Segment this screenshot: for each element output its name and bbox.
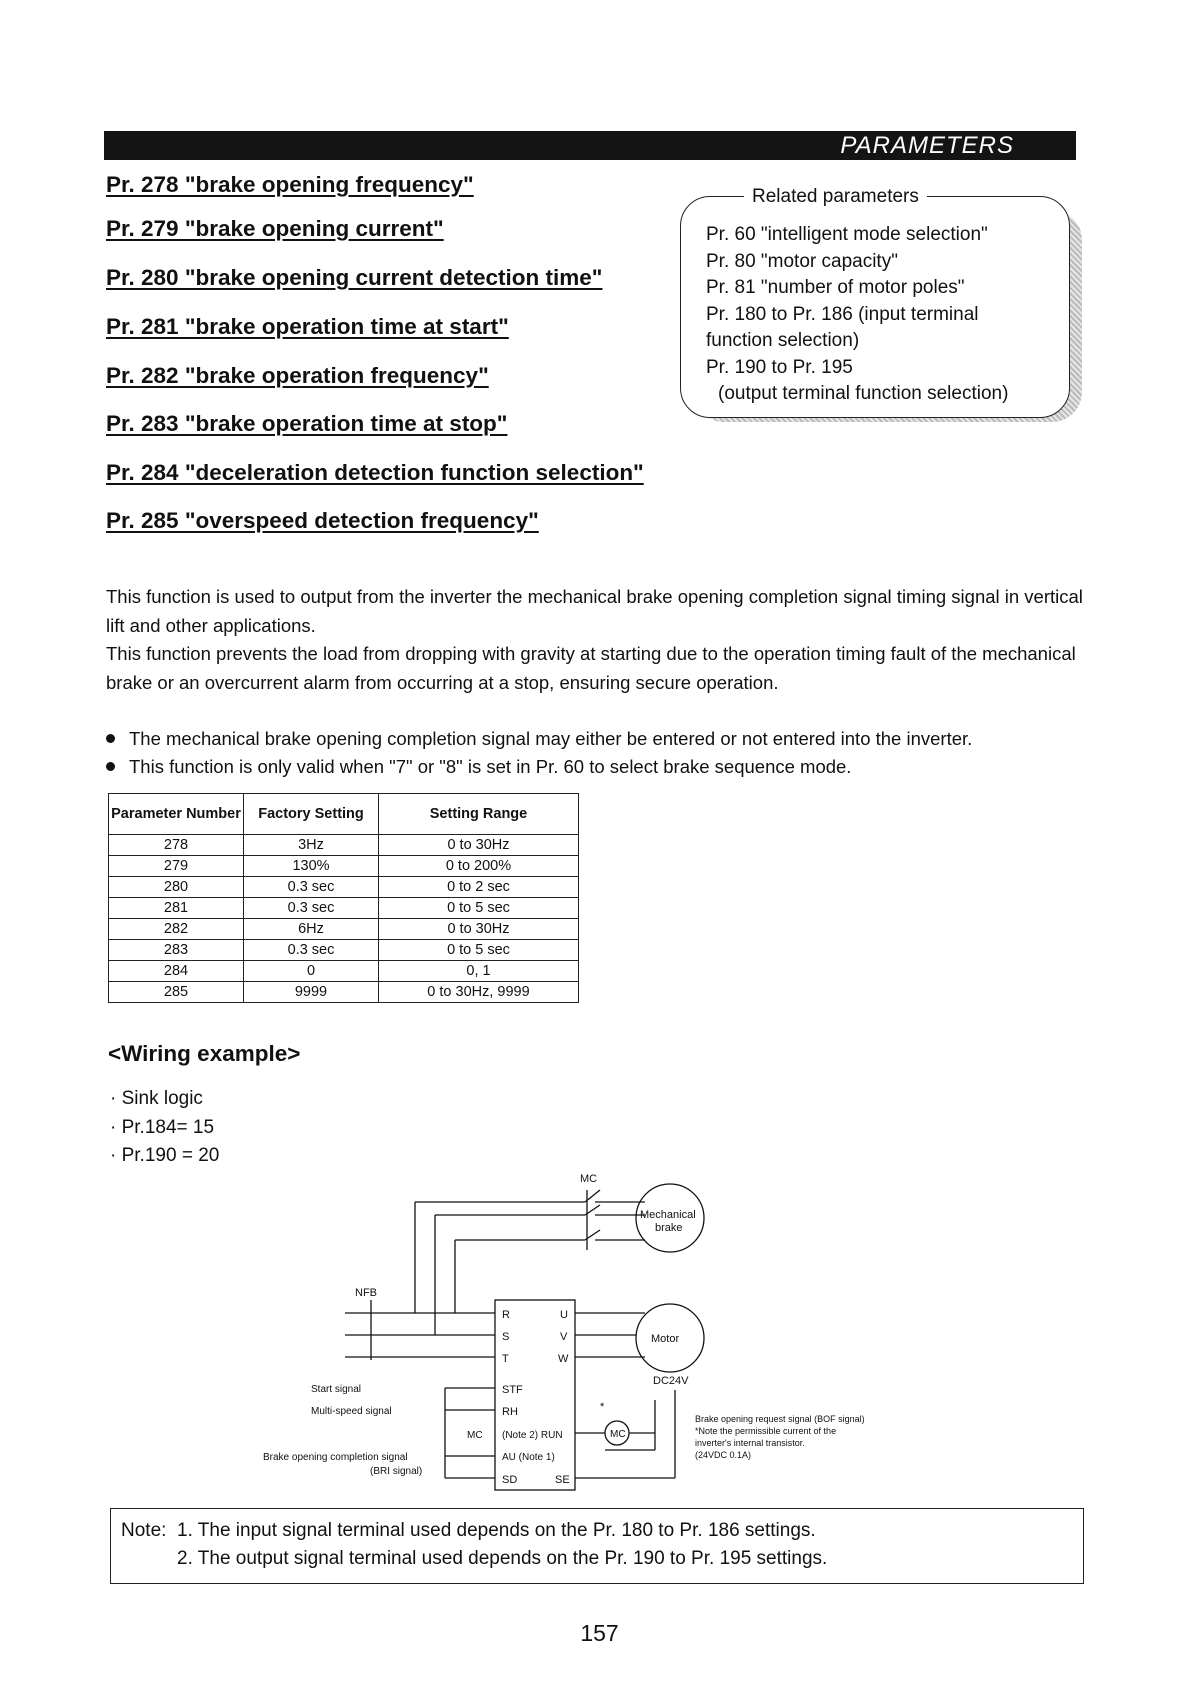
param-title-282: Pr. 282 "brake operation frequency" [106, 363, 489, 388]
mc-coil-label: MC [610, 1429, 626, 1440]
parameter-table [108, 793, 579, 1003]
brake-completion-label: Brake opening completion signal [263, 1452, 408, 1463]
multi-speed-label: Multi-speed signal [311, 1406, 392, 1417]
related-item: function selection) [706, 330, 860, 351]
related-parameters-box [680, 186, 1070, 424]
related-parameters-list [706, 222, 1008, 408]
table-cell: 284 [109, 961, 244, 982]
param-title-279: Pr. 279 "brake opening current" [106, 216, 444, 241]
wiring-diagram [255, 1160, 955, 1500]
table-cell: 130% [244, 856, 379, 877]
bullet-text: This function is only valid when "7" or "8" is set in Pr. 60 to select brake sequence mode. [129, 756, 852, 777]
nfb-label: NFB [355, 1287, 377, 1299]
table-cell: 279 [109, 856, 244, 877]
table-cell: 0 to 200% [379, 856, 579, 877]
bullet-text: The mechanical brake opening completion signal may either be entered or not entered into the inverter. [129, 728, 973, 749]
wiring-condition: · Pr.184= 15 [110, 1116, 215, 1138]
asterisk-label: * [600, 1401, 605, 1413]
bri-signal-label: (BRI signal) [370, 1466, 423, 1477]
terminal-au: AU (Note 1) [502, 1452, 555, 1463]
note-box [110, 1508, 1084, 1584]
table-cell: 0 to 30Hz [379, 919, 579, 940]
related-item: Pr. 60 "intelligent mode selection" [706, 224, 988, 245]
related-item: Pr. 190 to Pr. 195 [706, 356, 853, 378]
table-row [109, 919, 579, 940]
right-note-1: Brake opening request signal (BOF signal) [695, 1414, 865, 1424]
table-row [109, 940, 579, 961]
related-item: Pr. 180 to Pr. 186 (input terminal [706, 303, 979, 325]
right-note-2: *Note the permissible current of the [695, 1426, 837, 1436]
terminal-w: W [558, 1353, 569, 1365]
table-cell: 280 [109, 877, 244, 898]
description-paragraph-2: This function prevents the load from dropping with gravity at starting due to the operation timing fault of the mechanical brake or an overcurrent alarm from occurring at a stop, ensuring secure operation. [106, 643, 1076, 693]
page-number: 157 [580, 1620, 619, 1646]
param-title-285: Pr. 285 "overspeed detection frequency" [106, 508, 539, 533]
related-item: Pr. 80 "motor capacity" [706, 250, 898, 272]
motor-label: Motor [651, 1333, 680, 1345]
terminal-t: T [502, 1353, 509, 1365]
param-title-281: Pr. 281 "brake operation time at start" [106, 314, 509, 339]
table-cell: 0 to 30Hz, 9999 [379, 982, 579, 1003]
terminal-rh: RH [502, 1406, 518, 1418]
table-cell: 0, 1 [379, 961, 579, 982]
mechanical-brake-label: Mechanical [640, 1209, 696, 1221]
table-row [109, 898, 579, 919]
bullet-item [106, 728, 972, 750]
wiring-condition: · Pr.190 = 20 [110, 1145, 220, 1166]
table-cell: 6Hz [244, 919, 379, 940]
table-cell: 0.3 sec [244, 940, 379, 961]
table-row [109, 877, 579, 898]
section-header-bar [104, 131, 1076, 160]
table-cell: 9999 [244, 982, 379, 1003]
mechanical-brake-label-2: brake [655, 1222, 683, 1234]
terminal-stf: STF [502, 1384, 523, 1396]
param-title-284: Pr. 284 "deceleration detection function selection" [106, 460, 644, 485]
wiring-example-title: <Wiring example> [108, 1041, 301, 1066]
related-item: (output terminal function selection) [718, 383, 1009, 404]
table-cell: 3Hz [244, 835, 379, 856]
table-cell: 0 [244, 961, 379, 982]
related-parameters-label: Related parameters [744, 186, 927, 208]
header-factory-setting: Factory Setting [244, 794, 379, 835]
param-title-283: Pr. 283 "brake operation time at stop" [106, 411, 508, 436]
section-title: PARAMETERS [840, 132, 1014, 159]
bullet-icon [106, 762, 115, 771]
param-title-280: Pr. 280 "brake opening current detection time" [106, 265, 603, 290]
table-cell: 281 [109, 898, 244, 919]
table-cell: 278 [109, 835, 244, 856]
table-header-row [109, 794, 579, 835]
wiring-conditions [110, 1085, 219, 1171]
description-paragraph-1: This function is used to output from the inverter the mechanical brake opening completion signal timing signal in vertical lift and other applications. [106, 586, 1083, 636]
table-cell: 285 [109, 982, 244, 1003]
table-cell: 0.3 sec [244, 898, 379, 919]
terminal-s: S [502, 1331, 510, 1343]
terminal-u: U [560, 1309, 568, 1321]
wiring-condition: · Sink logic [110, 1088, 203, 1109]
note-item: 2. The output signal terminal used depends on the Pr. 190 to Pr. 195 settings. [177, 1548, 828, 1569]
table-cell: 0.3 sec [244, 877, 379, 898]
bullet-item [106, 756, 851, 778]
note-item: 1. The input signal terminal used depends on the Pr. 180 to Pr. 186 settings. [177, 1520, 816, 1541]
table-cell: 0 to 2 sec [379, 877, 579, 898]
table-cell: 0 to 5 sec [379, 898, 579, 919]
note-prefix: Note: [121, 1520, 167, 1541]
table-cell: 283 [109, 940, 244, 961]
start-signal-label: Start signal [311, 1384, 362, 1395]
terminal-r: R [502, 1309, 510, 1321]
bullet-icon [106, 734, 115, 743]
table-row [109, 856, 579, 877]
header-parameter-number: Parameter Number [109, 794, 244, 835]
table-row [109, 961, 579, 982]
terminal-run: (Note 2) RUN [502, 1430, 563, 1441]
right-note-4: (24VDC 0.1A) [695, 1450, 752, 1460]
table-cell: 0 to 30Hz [379, 835, 579, 856]
mc-label: MC [580, 1173, 598, 1185]
table-row [109, 982, 579, 1003]
param-title-278: Pr. 278 "brake opening frequency" [106, 172, 474, 197]
table-row [109, 835, 579, 856]
related-item: Pr. 81 "number of motor poles" [706, 277, 965, 298]
mc-contact-label: MC [467, 1430, 483, 1441]
terminal-v: V [560, 1331, 568, 1343]
header-setting-range: Setting Range [379, 794, 579, 835]
table-cell: 282 [109, 919, 244, 940]
table-cell: 0 to 5 sec [379, 940, 579, 961]
terminal-sd: SD [502, 1474, 518, 1486]
right-note-3: inverter's internal transistor. [695, 1438, 805, 1448]
terminal-se: SE [555, 1474, 570, 1486]
dc24v-label: DC24V [653, 1375, 689, 1387]
